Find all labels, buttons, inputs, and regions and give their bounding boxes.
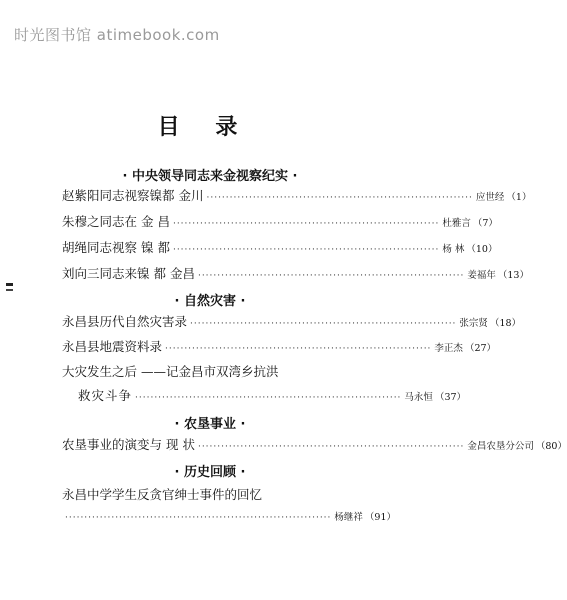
entry-author: 杨继祥	[334, 512, 363, 523]
entry-author: 李正杰	[434, 343, 463, 354]
toc-entry[interactable]	[62, 186, 532, 206]
entry-page: （91）	[364, 512, 397, 523]
toc-entry[interactable]	[62, 509, 397, 529]
entry-page: （1）	[506, 192, 532, 203]
toc-entry[interactable]	[62, 312, 522, 332]
entry-author: 马永恒	[404, 392, 433, 403]
section-heading-central-leaders: · 中央领导同志来金视察纪实 ·	[122, 169, 298, 184]
leader-dots: ·····································································	[172, 219, 440, 229]
entry-title-line[interactable]: 永昌中学学生反贪官绅士事件的回忆	[62, 487, 263, 502]
leader-dots: ·····································································	[197, 442, 465, 452]
toc-entry[interactable]	[62, 238, 498, 258]
binding-mark	[6, 283, 13, 286]
entry-page: （7）	[472, 218, 498, 229]
toc-entry[interactable]	[62, 337, 497, 357]
leader-dots: ·····································································	[197, 271, 465, 281]
entry-title: 永昌县历代自然灾害录	[62, 314, 188, 329]
entry-author: 应世经	[475, 192, 505, 203]
leader-dots: ·····································································	[65, 513, 332, 523]
watermark: 时光图书馆 atimebook.com	[14, 26, 220, 44]
entry-title: 赵紫阳同志视察镍都 金川	[62, 188, 204, 203]
entry-page: （10）	[466, 244, 498, 255]
binding-mark-lower	[6, 289, 13, 291]
section-heading-history-review: · 历史回顾 ·	[174, 465, 246, 480]
entry-page: （13）	[497, 270, 529, 281]
entry-title: 朱穆之同志在 金 昌	[62, 214, 170, 229]
entry-title: 救灾斗争	[78, 388, 133, 403]
section-heading-natural-disasters: · 自然灾害 ·	[174, 294, 246, 309]
entry-page: （27）	[464, 343, 497, 354]
leader-dots: ·····································································	[190, 319, 457, 329]
toc-entry[interactable]	[62, 212, 498, 232]
entry-author: 金昌农垦分公司	[467, 441, 534, 452]
entry-author: 杨 林	[442, 244, 465, 255]
leader-dots: ·····································································	[206, 193, 473, 203]
entry-title: 永昌县地震资料录	[62, 339, 163, 354]
entry-title: 胡绳同志视察 镍 都	[62, 240, 170, 255]
leader-dots: ·····································································	[172, 245, 440, 255]
toc-entry[interactable]	[62, 435, 567, 455]
page-title: 目 录	[157, 115, 252, 140]
entry-author: 杜雅言	[442, 218, 471, 229]
entry-title-line[interactable]: 大灾发生之后 ——记金昌市双湾乡抗洪	[62, 364, 279, 379]
leader-dots: ·····································································	[135, 393, 402, 403]
entry-page: （18）	[489, 318, 522, 329]
section-heading-land-reclamation: · 农垦事业 ·	[174, 417, 246, 432]
leader-dots: ·····································································	[165, 344, 432, 354]
toc-entry[interactable]	[62, 264, 529, 284]
entry-page: （37）	[434, 392, 467, 403]
entry-title: 农垦事业的演变与 现 状	[62, 437, 195, 452]
entry-title: 刘向三同志来镍 都 金昌	[62, 266, 195, 281]
entry-author: 张宗贤	[459, 318, 488, 329]
entry-page: （80）	[535, 441, 567, 452]
entry-author: 姜福年	[467, 270, 496, 281]
toc-entry[interactable]	[78, 386, 467, 406]
